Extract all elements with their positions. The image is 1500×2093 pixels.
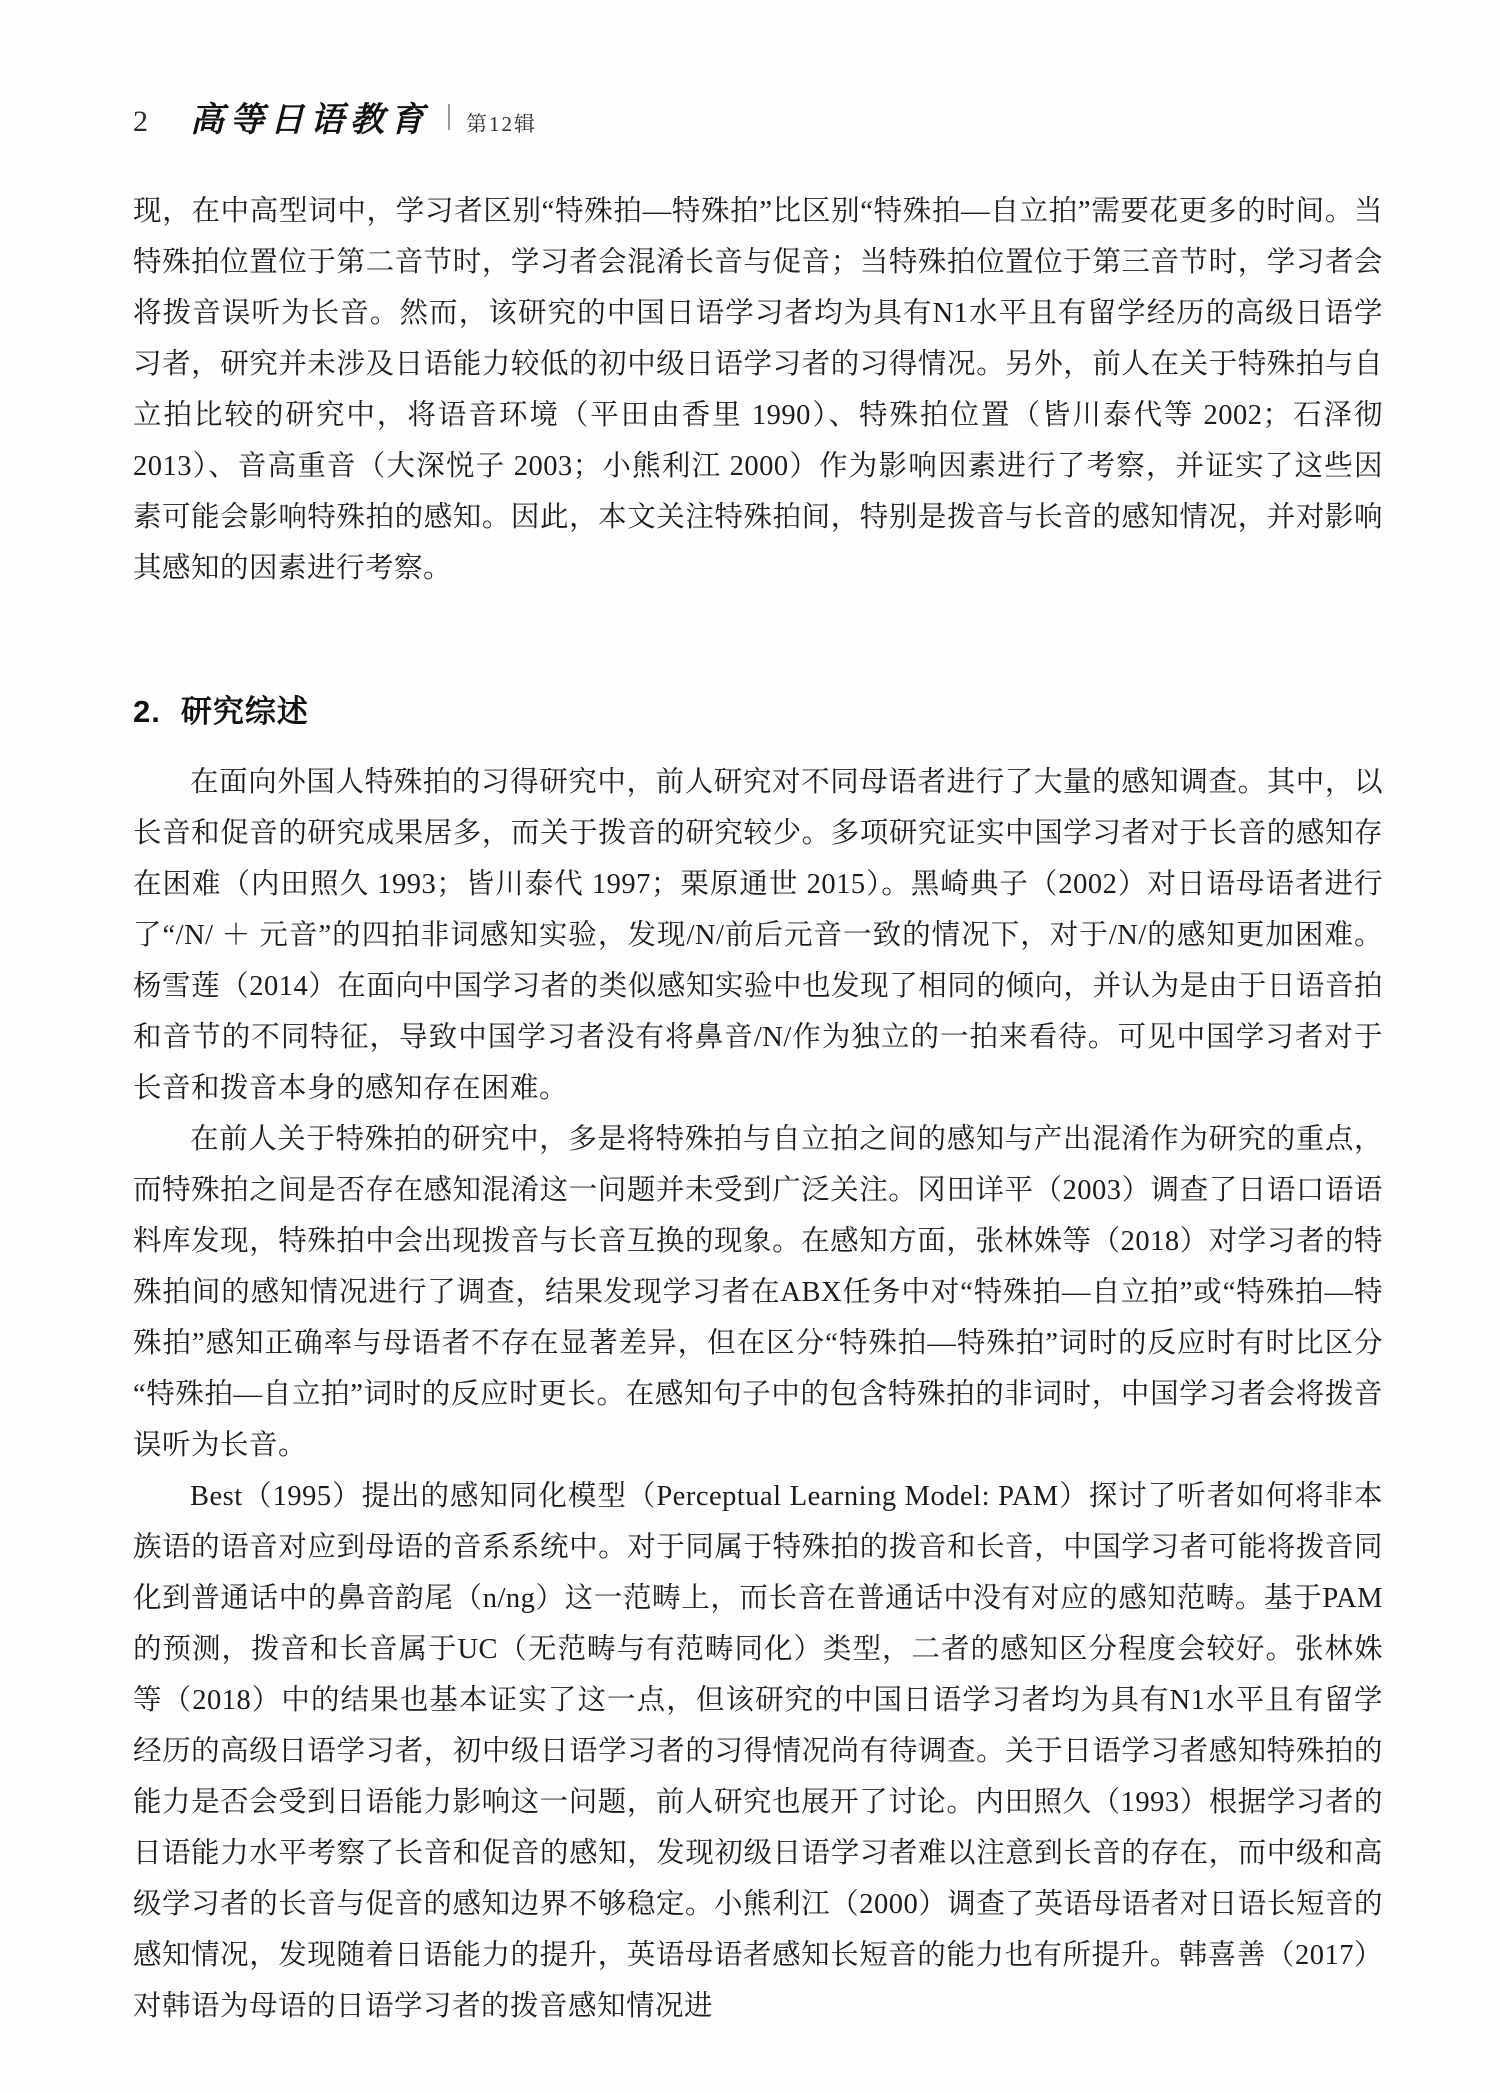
paragraph: 在前人关于特殊拍的研究中，多是将特殊拍与自立拍之间的感知与产出混淆作为研究的重点，而特殊拍之间是否存在感知混淆这一问题并未受到广泛关注。冈田详平（2003）调查了日语口语语料库发现，特殊拍中会出现拨音与长音互换的现象。在感知方面，张林姝等（2018）对学习者的特殊拍间的感知情况进行了调查，结果发现学习者在ABX任务中对“特殊拍—自立拍”或“特殊拍—特殊拍”感知正确率与母语者不存在显著差异，但在区分“特殊拍—特殊拍”词时的反应时有时比区分“特殊拍—自立拍”词时的反应时更长。在感知句子中的包含特殊拍的非词时，中国学习者会将拨音误听为长音。 [133, 1124, 1383, 1461]
paragraph-continuation: 现，在中高型词中，学习者区别“特殊拍—特殊拍”比区别“特殊拍—自立拍”需要花更多的时间。当特殊拍位置位于第二音节时，学习者会混淆长音与促音；当特殊拍位置位于第三音节时，学习者会将拨音误听为长音。然而，该研究的中国日语学习者均为具有N1水平且有留学经历的高级日语学习者，研究并未涉及日语能力较低的初中级日语学习者的习得情况。另外，前人在关于特殊拍与自立拍比较的研究中，将语音环境（平田由香里 1990）、特殊拍位置（皆川泰代等 2002；石泽彻 2013）、音高重音（大深悦子 2003；小熊利江 2000）作为影响因素进行了考察，并证实了这些因素可能会影响特殊拍的感知。因此，本文关注特殊拍间，特别是拨音与长音的感知情况，并对影响其感知的因素进行考察。 [133, 196, 1383, 584]
article-body [133, 186, 1383, 2032]
page-number: 2 [133, 105, 148, 138]
paragraph: 在面向外国人特殊拍的习得研究中，前人研究对不同母语者进行了大量的感知调查。其中，以长音和促音的研究成果居多，而关于拨音的研究较少。多项研究证实中国学习者对于长音的感知存在困难（内田照久 1993；皆川泰代 1997；栗原通世 2015）。黑崎典子（2002）对日语母语者进行了“/N/ ＋ 元音”的四拍非词感知实验，发现/N/前后元音一致的情况下，对于/N/的感知更加困难。杨雪莲（2014）在面向中国学习者的类似感知实验中也发现了相同的倾向，并认为是由于日语音拍和音节的不同特征，导致中国学习者没有将鼻音/N/作为独立的一拍来看待。可见中国学习者对于长音和拨音本身的感知存在困难。 [133, 767, 1383, 1104]
journal-title: 高等日语教育 [190, 100, 430, 140]
section-heading [133, 686, 1383, 731]
section-number: 2. [133, 694, 161, 729]
section-title: 研究综述 [180, 694, 309, 729]
paragraph: Best（1995）提出的感知同化模型（Perceptual Learning Model: PAM）探讨了听者如何将非本族语的语音对应到母语的音系系统中。对于同属于特殊拍的拨音和长音，中国学习者可能将拨音同化到普通话中的鼻音韵尾（n/ng）这一范畴上，而长音在普通话中没有对应的感知范畴。基于PAM的预测，拨音和长音属于UC（无范畴与有范畴同化）类型，二者的感知区分程度会较好。张林姝等（2018）中的结果也基本证实了这一点，但该研究的中国日语学习者均为具有N1水平且有留学经历的高级日语学习者，初中级日语学习者的习得情况尚有待调查。关于日语学习者感知特殊拍的能力是否会受到日语能力影响这一问题，前人研究也展开了讨论。内田照久（1993）根据学习者的日语能力水平考察了长音和促音的感知，发现初级日语学习者难以注意到长音的存在，而中级和高级学习者的长音与促音的感知边界不够稳定。小熊利江（2000）调查了英语母语者对日语长短音的感知情况，发现随着日语能力的提升，英语母语者感知长短音的能力也有所提升。韩喜善（2017）对韩语为母语的日语学习者的拨音感知情况进 [133, 1481, 1383, 2022]
running-header [133, 92, 1380, 142]
issue-number: 第12辑 [466, 112, 537, 136]
header-divider [448, 104, 450, 130]
